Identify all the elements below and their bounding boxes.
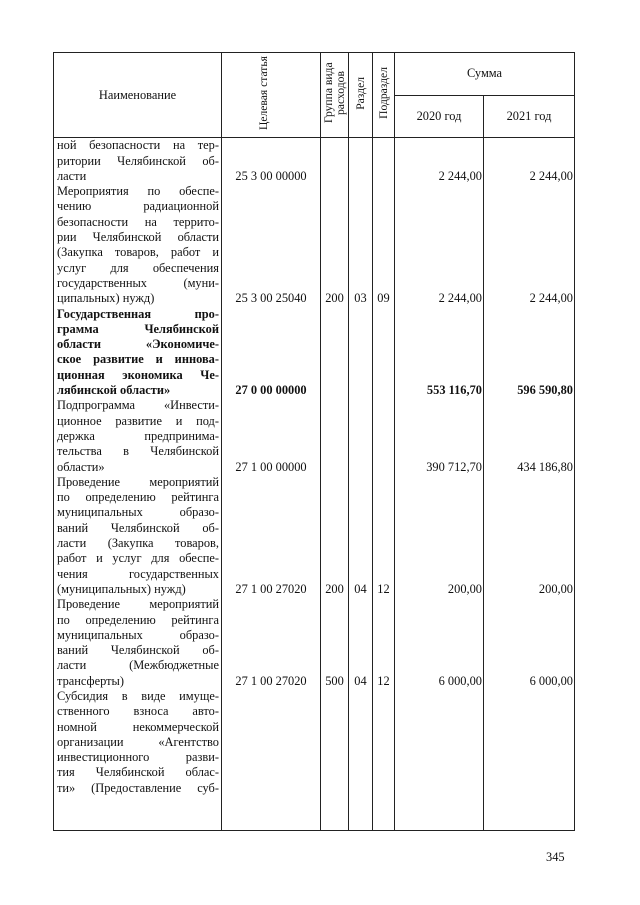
year-2021-value: 6 000,00 — [529, 673, 573, 688]
year-2021-value: 2 244,00 — [529, 291, 573, 306]
header-subsection — [373, 53, 395, 138]
section-value: 04 — [354, 673, 367, 688]
expense-group-column — [321, 138, 349, 831]
year-2020-value: 553 116,70 — [426, 383, 482, 398]
name-line: безопасности на террито- — [57, 214, 219, 229]
year-2020-value: 390 712,70 — [426, 459, 482, 474]
name-line: области» — [57, 459, 105, 474]
year-2021-value: 596 590,80 — [517, 383, 573, 398]
name-line: держка предпринима- — [57, 428, 219, 443]
year-2020-column — [395, 138, 484, 831]
name-line: тельства в Челябинской — [57, 444, 219, 459]
header-sum: Сумма — [395, 53, 575, 96]
name-line: ти» (Предоставление суб- — [57, 780, 219, 795]
target-article-value: 27 1 00 27020 — [235, 673, 307, 688]
name-line: (Закупка товаров, работ и — [57, 245, 219, 260]
expense-group-value: 200 — [325, 581, 344, 596]
name-line: тия Челябинской облас- — [57, 765, 219, 780]
name-line: услуг для обеспечения — [57, 260, 219, 275]
header-expense-group — [321, 53, 349, 138]
page-number: 345 — [546, 850, 565, 864]
year-2020-value: 2 244,00 — [438, 168, 482, 183]
name-line: ственного взноса авто- — [57, 704, 219, 719]
name-line: ласти (Закупка товаров, — [57, 536, 219, 551]
header-year-2021: 2021 год — [484, 95, 575, 138]
target-article-value: 27 0 00 00000 — [235, 383, 307, 398]
header-section-text: Раздел — [353, 76, 367, 110]
name-line: чению радиационной — [57, 199, 219, 214]
name-line: ритории Челябинской об- — [57, 153, 219, 168]
header-target-article — [222, 53, 321, 138]
name-line: чения государственных — [57, 566, 219, 581]
table-body-row — [54, 138, 575, 831]
year-2021-value: 434 186,80 — [517, 459, 573, 474]
name-line: ваний Челябинской об- — [57, 520, 219, 535]
name-line: Субсидия в виде имуще- — [57, 688, 219, 703]
header-name: Наименование — [54, 53, 222, 138]
subsection-value: 09 — [377, 291, 390, 306]
header-expense-group-text: Группа вида расходов — [321, 62, 347, 124]
year-2021-value: 2 244,00 — [529, 168, 573, 183]
name-line: ципальных) нужд) — [57, 291, 155, 306]
header-section — [349, 53, 373, 138]
name-line: области «Экономиче- — [57, 337, 219, 352]
subsection-column — [373, 138, 395, 831]
name-line: по определению рейтинга — [57, 612, 219, 627]
name-line: инвестиционного разви- — [57, 750, 219, 765]
header-target-article-text: Целевая статья — [257, 55, 270, 131]
name-line: (муниципальных) нужд) — [57, 581, 186, 596]
name-line: Проведение мероприятий — [57, 474, 219, 489]
section-value: 03 — [354, 291, 367, 306]
subsection-value: 12 — [377, 673, 390, 688]
name-line: работ и услуг для обеспе- — [57, 551, 219, 566]
year-2020-value: 2 244,00 — [438, 291, 482, 306]
year-2021-value: 200,00 — [538, 581, 573, 596]
target-article-value: 25 3 00 25040 — [235, 291, 307, 306]
expense-group-value: 200 — [325, 291, 344, 306]
target-article-value: 25 3 00 00000 — [235, 168, 307, 183]
target-article-column — [222, 138, 321, 831]
name-line: муниципальных образо- — [57, 627, 219, 642]
name-line: муниципальных образо- — [57, 505, 219, 520]
header-year-2020: 2020 год — [395, 95, 484, 138]
header-subsection-text: Подраздел — [376, 67, 390, 119]
section-column — [349, 138, 373, 831]
name-line: ласти — [57, 168, 87, 183]
target-article-value: 27 1 00 00000 — [235, 459, 307, 474]
name-line: Государственная про- — [57, 306, 219, 321]
subsection-value: 12 — [377, 581, 390, 596]
name-line: по определению рейтинга — [57, 490, 219, 505]
name-line: ласти (Межбюджетные — [57, 658, 219, 673]
expense-group-value: 500 — [325, 673, 344, 688]
name-line: ной безопасности на тер- — [57, 138, 219, 153]
name-line: организации «Агентство — [57, 734, 219, 749]
year-2020-value: 6 000,00 — [438, 673, 482, 688]
name-line: Мероприятия по обеспе- — [57, 184, 219, 199]
name-line: лябинской области» — [57, 383, 171, 398]
name-line: государственных (муни- — [57, 275, 219, 290]
target-article-value: 27 1 00 27020 — [235, 581, 307, 596]
year-2020-value: 200,00 — [447, 581, 482, 596]
budget-table — [53, 52, 575, 831]
name-line: ционное развитие и под- — [57, 413, 219, 428]
name-line: рии Челябинской области — [57, 230, 219, 245]
name-line: грамма Челябинской — [57, 321, 219, 336]
name-column — [54, 138, 222, 831]
year-2021-column — [484, 138, 575, 831]
name-line: Проведение мероприятий — [57, 597, 219, 612]
name-line: трансферты) — [57, 673, 124, 688]
name-line: ционная экономика Че- — [57, 367, 219, 382]
name-line: ваний Челябинской об- — [57, 643, 219, 658]
name-line: номной некоммерческой — [57, 719, 219, 734]
name-line: Подпрограмма «Инвести- — [57, 398, 219, 413]
name-line: ское развитие и иннова- — [57, 352, 219, 367]
section-value: 04 — [354, 581, 367, 596]
